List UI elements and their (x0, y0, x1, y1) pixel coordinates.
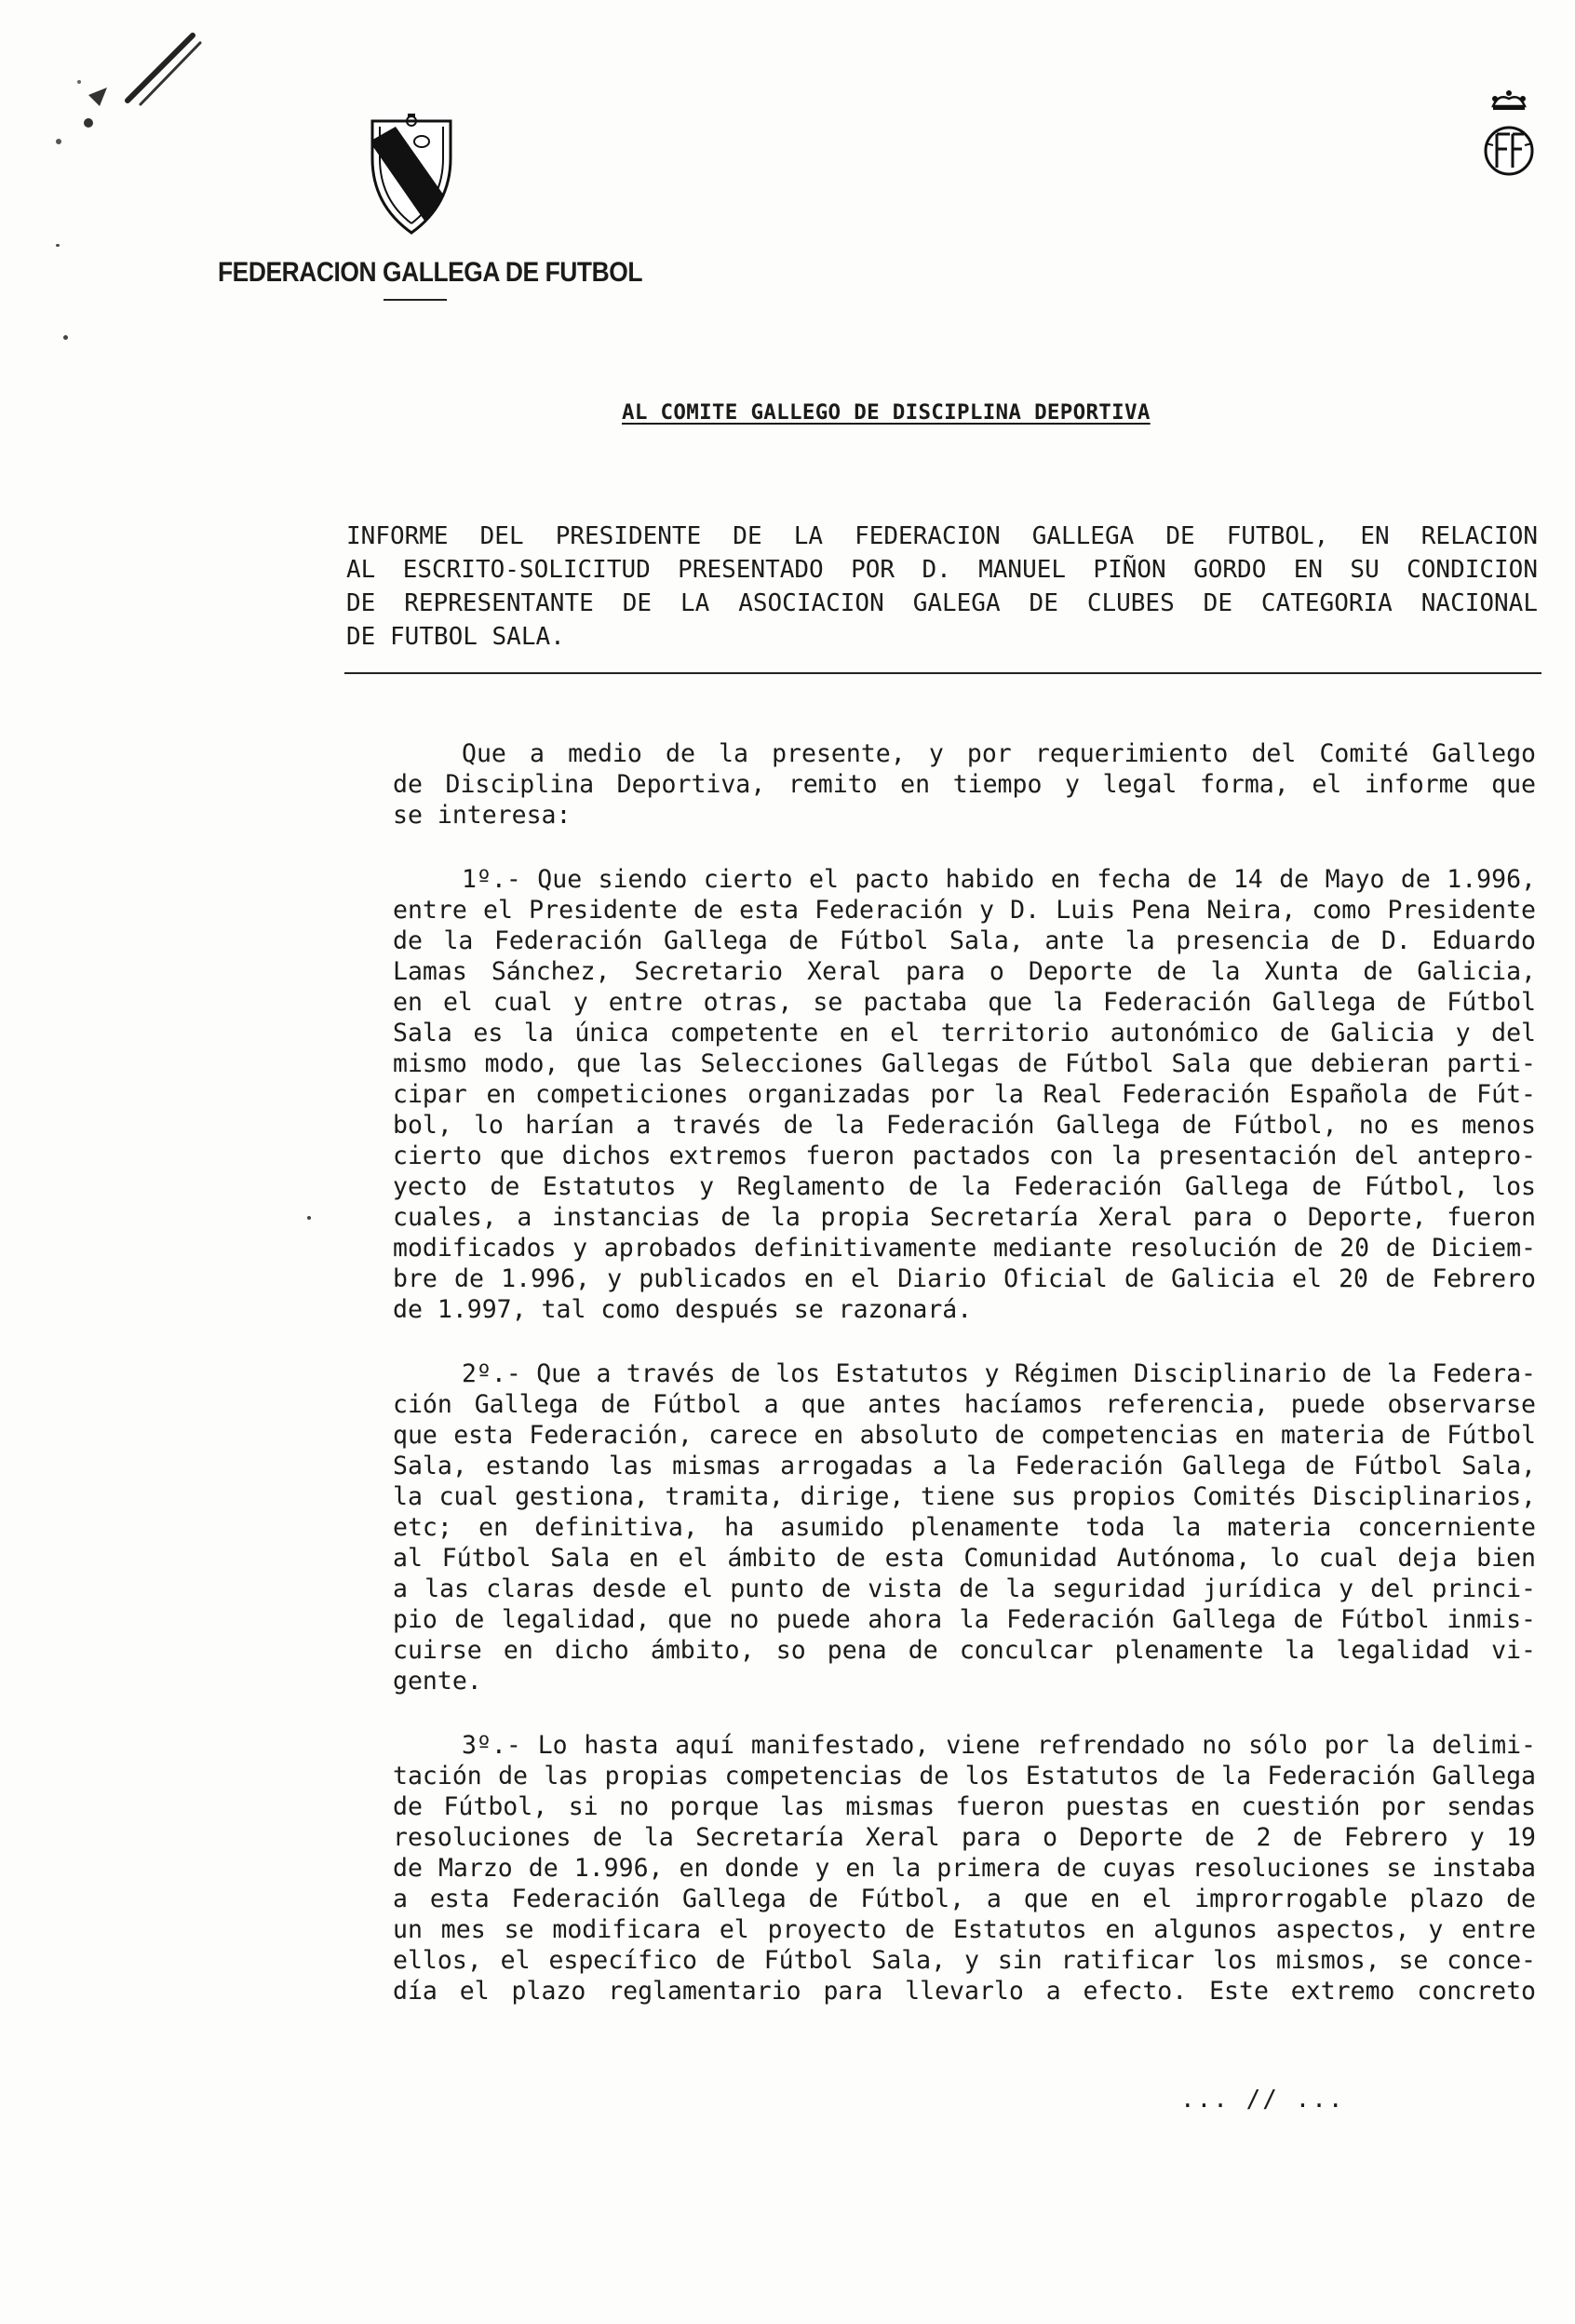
text-line: Que a medio de la presente, y por requerimiento del Comité Gallego (462, 739, 1536, 768)
subject-underline-rule (344, 672, 1541, 674)
text-line: cuales, a instancias de la propia Secretaría Xeral para o Deporte, fueron (393, 1203, 1536, 1232)
text-line: Sala, estando las mismas arrogadas a la Federación Gallega de Fútbol Sala, (393, 1452, 1536, 1480)
text-line: Sala es la única competente en el territorio autonómico de Galicia y del (393, 1019, 1536, 1047)
letterhead-organization-name: FEDERACION GALLEGA DE FUTBOL (218, 257, 643, 288)
text-line: tación de las propias competencias de los Estatutos de la Federación Gallega (393, 1762, 1536, 1790)
text-line: se interesa: (393, 801, 572, 830)
text-line: Lamas Sánchez, Secretario Xeral para o Deporte de la Xunta de Galicia, (393, 957, 1536, 986)
text-line: de Fútbol, si no porque las mismas fueron puestas en cuestión por sendas (393, 1792, 1536, 1821)
text-line: bre de 1.996, y publicados en el Diario Oficial de Galicia el 20 de Febrero (393, 1264, 1536, 1293)
letterhead-rule (384, 299, 447, 301)
text-line: pio de legalidad, que no puede ahora la Federación Gallega de Fútbol inmis- (393, 1605, 1536, 1634)
fgf-shield-logo-icon (368, 114, 455, 236)
text-line: gente. (393, 1667, 482, 1696)
text-line: etc; en definitiva, ha asumido plenamente toda la materia concerniente (393, 1513, 1536, 1542)
text-line: cipar en competiciones organizadas por la Real Federación Española de Fút- (393, 1080, 1536, 1109)
scan-speck (56, 244, 60, 247)
text-line: resoluciones de la Secretaría Xeral para o Deporte de 2 de Febrero y 19 (393, 1823, 1536, 1852)
text-line: en el cual y entre otras, se pactaba que la Federación Gallega de Fútbol (393, 988, 1536, 1017)
scan-speck (63, 335, 68, 340)
subject-line: AL ESCRITO-SOLICITUD PRESENTADO POR D. MANUEL PIÑON GORDO EN SU CONDICION (346, 556, 1538, 584)
text-line: de Marzo de 1.996, en donde y en la primera de cuyas resoluciones se instaba (393, 1854, 1536, 1883)
text-line: un mes se modificara el proyecto de Estatutos en algunos aspectos, y entre (393, 1915, 1536, 1944)
text-line: a esta Federación Gallega de Fútbol, a que en el improrrogable plazo de (393, 1885, 1536, 1913)
text-line: entre el Presidente de esta Federación y D. Luis Pena Neira, como Presidente (393, 896, 1536, 925)
text-line: que esta Federación, carece en absoluto de competencias en materia de Fútbol (393, 1421, 1536, 1450)
text-line: yecto de Estatutos y Reglamento de la Federación Gallega de Fútbol, los (393, 1172, 1536, 1201)
text-line: de la Federación Gallega de Fútbol Sala, ante la presencia de D. Eduardo (393, 926, 1536, 955)
text-line: 3º.- Lo hasta aquí manifestado, viene refrendado no sólo por la delimi- (462, 1731, 1536, 1760)
scan-speck (307, 1216, 311, 1220)
text-line: ción Gallega de Fútbol a que antes hacíamos referencia, puede observarse (393, 1390, 1536, 1419)
text-line: día el plazo reglamentario para llevarlo a efecto. Este extremo concreto (393, 1977, 1536, 2006)
text-line: de Disciplina Deportiva, remito en tiempo y legal forma, el informe que (393, 770, 1536, 799)
text-line: cierto que dichos extremos fueron pactados con la presentación del antepro- (393, 1142, 1536, 1170)
subject-line: DE FUTBOL SALA. (346, 623, 565, 651)
text-line: cuirse en dicho ámbito, so pena de conculcar plenamente la legalidad vi- (393, 1636, 1536, 1665)
subject-line: DE REPRESENTANTE DE LA ASOCIACION GALEGA DE CLUBES DE CATEGORIA NACIONAL (346, 589, 1538, 617)
text-line: mismo modo, que las Selecciones Gallegas de Fútbol Sala que debieran parti- (393, 1049, 1536, 1078)
text-line: al Fútbol Sala en el ámbito de esta Comunidad Autónoma, lo cual deja bien (393, 1544, 1536, 1573)
text-line: 1º.- Que siendo cierto el pacto habido en fecha de 14 de Mayo de 1.996, (462, 865, 1536, 894)
text-line: la cual gestiona, tramita, dirige, tiene sus propios Comités Disciplinarios, (393, 1482, 1536, 1511)
text-line: bol, lo harían a través de la Federación Gallega de Fútbol, no es menos (393, 1111, 1536, 1140)
continuation-mark: ... // ... (1180, 2086, 1345, 2114)
text-line: modificados y aprobados definitivamente mediante resolución de 20 de Diciem- (393, 1234, 1536, 1263)
pen-mark-icon (51, 28, 209, 149)
subject-line: INFORME DEL PRESIDENTE DE LA FEDERACION GALLEGA DE FUTBOL, EN RELACION (346, 522, 1538, 550)
text-line: 2º.- Que a través de los Estatutos y Régimen Disciplinario de la Federa- (462, 1359, 1536, 1388)
text-line: de 1.997, tal como después se razonará. (393, 1295, 973, 1324)
addressee-heading: AL COMITE GALLEGO DE DISCIPLINA DEPORTIVA (622, 400, 1151, 425)
text-line: a las claras desde el punto de vista de la seguridad jurídica y del princi- (393, 1574, 1536, 1603)
rfef-crowned-emblem-icon (1482, 88, 1536, 190)
text-line: ellos, el específico de Fútbol Sala, y sin ratificar los mismos, se conce- (393, 1946, 1536, 1975)
